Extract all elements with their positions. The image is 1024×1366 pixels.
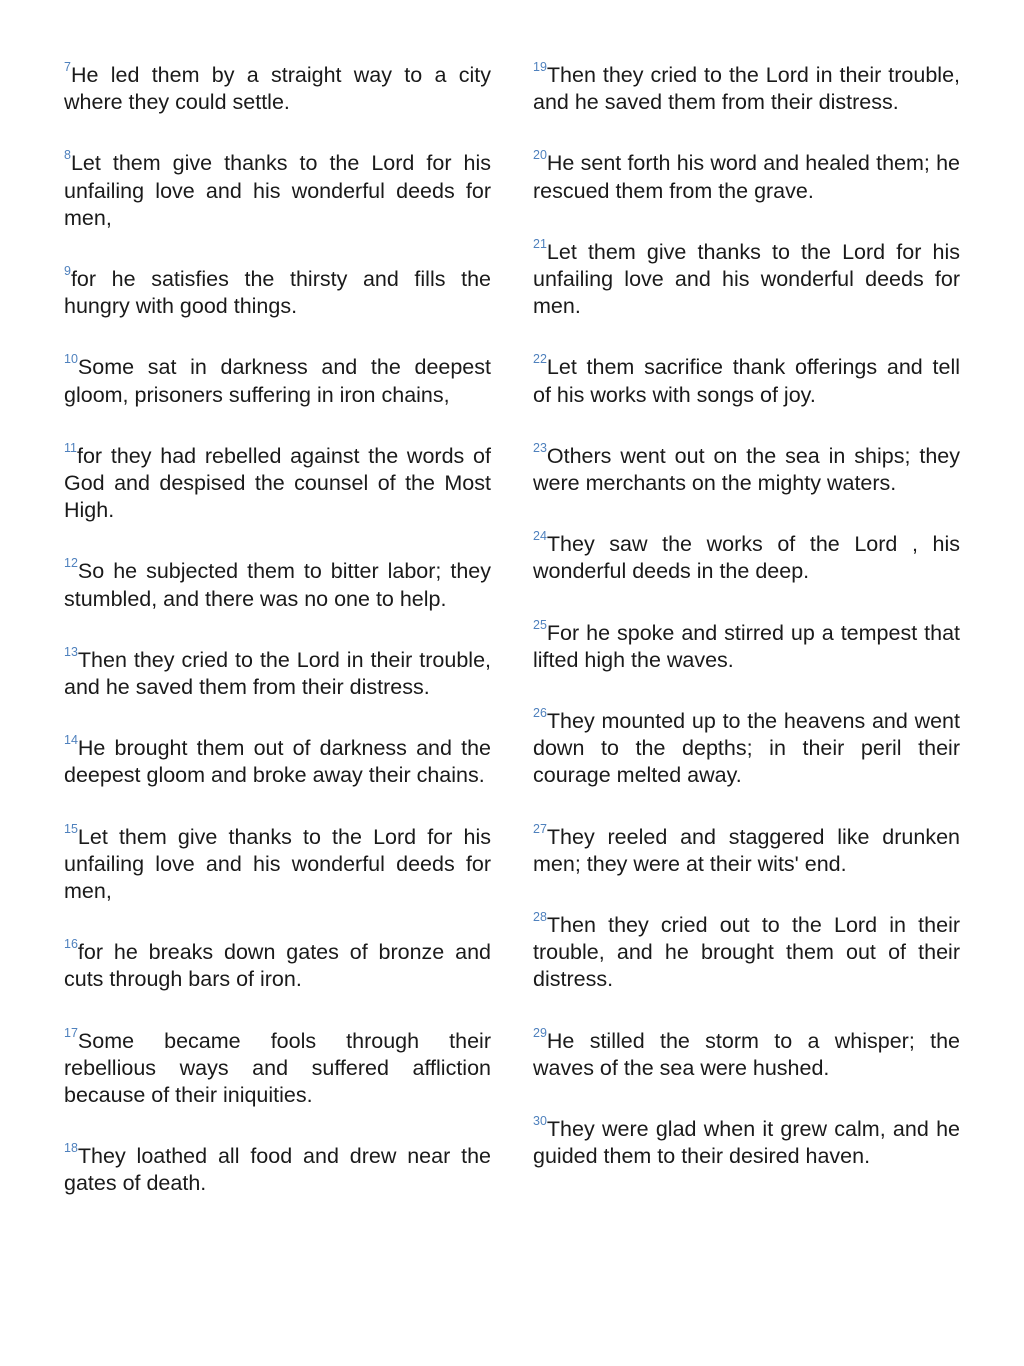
verse-number: 20 — [533, 148, 547, 163]
verse-19 — [533, 62, 960, 116]
verse-number: 19 — [533, 60, 547, 74]
verse-25 — [533, 617, 960, 674]
verse-number: 12 — [64, 556, 78, 571]
verse-17 — [64, 1025, 491, 1110]
verse-10 — [64, 354, 491, 408]
verse-text: Then they cried out to the Lord in their trouble, and he brought them out of their distress. — [533, 913, 960, 992]
verse-number: 11 — [64, 440, 77, 455]
verse-15 — [64, 821, 491, 906]
verse-18 — [64, 1143, 491, 1197]
verse-number: 7 — [64, 60, 71, 74]
verse-number: 21 — [533, 236, 547, 251]
verse-number: 27 — [533, 821, 547, 836]
verse-9 — [64, 266, 491, 320]
verse-number: 17 — [64, 1025, 78, 1040]
verse-number: 29 — [533, 1025, 547, 1040]
verse-text: for they had rebelled against the words of God and despised the counsel of the Most High. — [64, 443, 491, 523]
verse-text: They reeled and staggered like drunken men; they were at their wits' end. — [533, 824, 960, 876]
verse-text: They were glad when it grew calm, and he guided them to their desired haven. — [533, 1117, 960, 1169]
verse-text: He brought them out of darkness and the deepest gloom and broke away their chains. — [64, 736, 491, 788]
verse-text: Others went out on the sea in ships; they were merchants on the mighty waters. — [533, 443, 960, 496]
verse-text: Let them give thanks to the Lord for his unfailing love and his wonderful deeds for men, — [64, 824, 491, 904]
verse-text: They loathed all food and drew near the gates of death. — [64, 1144, 491, 1196]
verse-number: 14 — [64, 733, 78, 748]
verse-number: 13 — [64, 644, 78, 659]
verse-text: Then they cried to the Lord in their trouble, and he saved them from their distress. — [64, 647, 491, 700]
verse-text: Let them give thanks to the Lord for his unfailing love and his wonderful deeds for men, — [64, 151, 491, 230]
verse-number: 25 — [533, 617, 547, 632]
verse-number: 28 — [533, 910, 547, 925]
verse-27 — [533, 821, 960, 878]
verse-24 — [533, 531, 960, 585]
verse-8 — [64, 150, 491, 232]
verse-13 — [64, 644, 491, 701]
verse-number: 18 — [64, 1141, 78, 1156]
verse-7 — [64, 62, 491, 116]
left-column — [64, 62, 491, 1198]
verse-14 — [64, 735, 491, 789]
verse-text: for he breaks down gates of bronze and cuts through bars of iron. — [64, 940, 491, 992]
verse-text: They saw the works of the Lord , his wonderful deeds in the deep. — [533, 532, 960, 584]
verse-text: He led them by a straight way to a city where they could settle. — [64, 63, 491, 115]
verse-text: He stilled the storm to a whisper; the waves of the sea were hushed. — [533, 1028, 960, 1080]
verse-28 — [533, 912, 960, 994]
verse-26 — [533, 708, 960, 790]
verse-22 — [533, 354, 960, 408]
verse-20 — [533, 150, 960, 204]
verse-text: Let them give thanks to the Lord for his unfailing love and his wonderful deeds for men. — [533, 239, 960, 319]
verse-21 — [533, 236, 960, 321]
verse-29 — [533, 1025, 960, 1082]
verse-number: 15 — [64, 821, 78, 836]
verse-23 — [533, 440, 960, 497]
verse-number: 23 — [533, 440, 547, 455]
verse-12 — [64, 558, 491, 612]
verse-text: Some sat in darkness and the deepest gloom, prisoners suffering in iron chains, — [64, 355, 491, 407]
verse-text: for he satisfies the thirsty and fills the hungry with good things. — [64, 267, 491, 319]
verse-number: 16 — [64, 937, 78, 952]
verse-text: So he subjected them to bitter labor; they stumbled, and there was no one to help. — [64, 559, 491, 611]
verse-number: 10 — [64, 352, 78, 367]
verse-text: Some became fools through their rebellious ways and suffered affliction because of their iniquities. — [64, 1028, 491, 1108]
verse-number: 8 — [64, 148, 71, 163]
verse-text: Let them sacrifice thank offerings and tell of his works with songs of joy. — [533, 355, 960, 407]
verse-number: 30 — [533, 1114, 547, 1129]
verse-30 — [533, 1116, 960, 1170]
verse-number: 26 — [533, 706, 547, 721]
verse-number: 24 — [533, 529, 547, 544]
verse-number: 9 — [64, 264, 71, 279]
verse-text: They mounted up to the heavens and went down to the depths; in their peril their courage melted away. — [533, 709, 960, 788]
right-column — [533, 62, 960, 1170]
verse-text: For he spoke and stirred up a tempest that lifted high the waves. — [533, 620, 960, 672]
verse-16 — [64, 939, 491, 993]
verse-number: 22 — [533, 352, 547, 367]
verse-11 — [64, 440, 491, 525]
verse-text: Then they cried to the Lord in their trouble, and he saved them from their distress. — [533, 63, 960, 115]
verse-text: He sent forth his word and healed them; he rescued them from the grave. — [533, 151, 960, 203]
